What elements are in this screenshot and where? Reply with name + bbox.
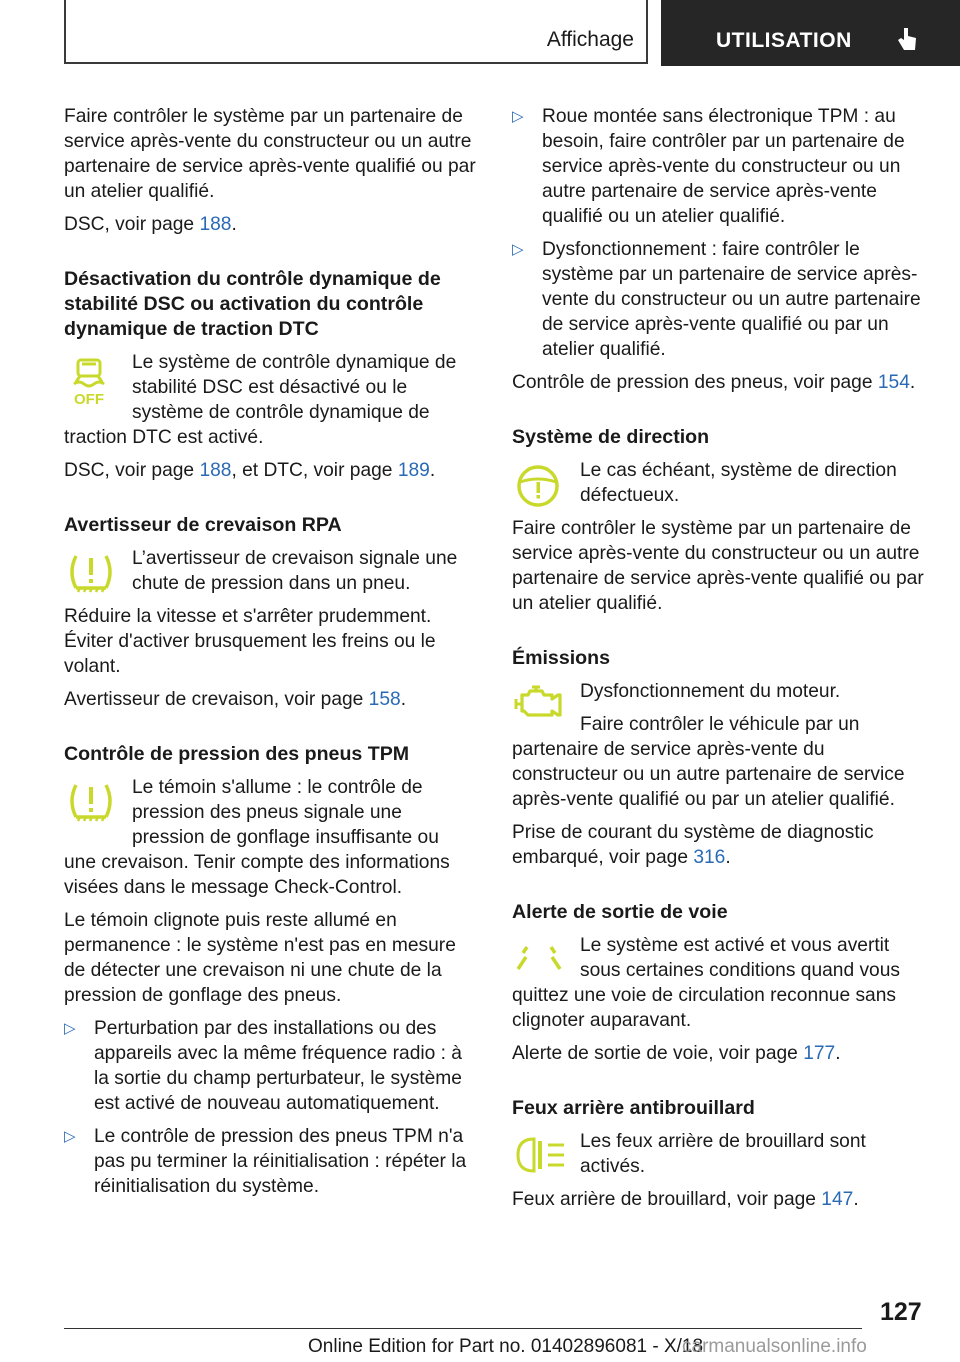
steering-warning — [512, 458, 932, 616]
steering-wheel-warning-icon — [514, 462, 564, 510]
edition-info: Online Edition for Part no. 01402896081 - X/18 — [308, 1336, 704, 1357]
dsc-warning — [64, 350, 476, 450]
heading-lane: Alerte de sortie de voie — [512, 901, 728, 923]
tpm-list-right — [512, 104, 932, 362]
list-item — [64, 1124, 476, 1199]
list-item — [512, 104, 932, 229]
heading-tpm: Contrôle de pression des pneus TPM — [64, 743, 410, 765]
engine-icon — [514, 683, 564, 723]
reference-text: , et DTC, voir page — [231, 460, 398, 481]
chapter-tab — [661, 0, 960, 66]
page-link-147[interactable]: 147 — [821, 1189, 854, 1210]
reference-text: Contrôle de pression des pneus, voir page — [512, 372, 878, 393]
reference: Alerte de sortie de voie, voir page 177. — [512, 1043, 841, 1064]
reference: DSC, voir page 188. — [64, 214, 237, 235]
list-item-text: Dysfonctionnement : faire contrôler le système par un partenaire de service après-vente du constructeur ou un autre partenaire de service après-vente qualifié ou par un atelier qualifié. — [542, 239, 921, 360]
section-title: Affichage — [546, 28, 634, 51]
chapter-tab-label: UTILISATION — [716, 29, 852, 52]
left-column — [64, 104, 476, 1207]
paragraph: Faire contrôler le système par un partenaire de service après-vente du constructeur ou un autre partenaire de service après-vente qualifié ou par un atelier qualifié. — [64, 106, 476, 202]
page-link-158[interactable]: 158 — [368, 689, 401, 710]
paragraph: Réduire la vitesse et s'arrêter prudemment. Éviter d'activer brusquement les freins ou le volant. — [64, 606, 436, 677]
paragraph: Dysfonctionnement du moteur. — [580, 681, 841, 702]
paragraph: L’avertisseur de crevaison signale une chute de pression dans un pneu. — [132, 548, 458, 594]
heading-fog: Feux arrière antibrouillard — [512, 1097, 755, 1119]
dsc-off-icon-label: OFF — [74, 391, 104, 408]
reference-text: DSC, voir page — [64, 460, 200, 481]
reference-text: Prise de courant du système de diagnostic embarqué, voir page — [512, 822, 874, 868]
lane-warning — [512, 933, 932, 1033]
paragraph: Faire contrôler le système par un partenaire de service après-vente du constructeur ou un autre partenaire de service après-vente qualifié ou par un atelier qualifié. — [512, 518, 924, 614]
list-item — [64, 1016, 476, 1116]
reference-text: Alerte de sortie de voie, voir page — [512, 1043, 804, 1064]
paragraph: Le système de contrôle dynamique de stabilité DSC est désactivé ou le système de contrôle dynamique de traction DTC est activé. — [64, 352, 457, 448]
right-column — [512, 104, 932, 1220]
paragraph: Le témoin s'allume : le contrôle de pression des pneus signale une pression de gonflage insuffisante ou une crevaison. Tenir compte des informations visées dans le message Check-Control. — [64, 777, 450, 898]
dsc-off-icon — [66, 354, 116, 408]
reference: Prise de courant du système de diagnostic embarqué, voir page 316. — [512, 822, 874, 868]
paragraph: Faire contrôler le véhicule par un partenaire de service après-vente du constructeur ou un autre partenaire de service après-vente qualifié ou par un atelier qualifié. — [512, 714, 905, 810]
page-number: 127 — [880, 1298, 922, 1326]
list-item-text: Roue montée sans électronique TPM : au besoin, faire contrôler par un partenaire de service après-vente du constructeur ou un autre partenaire de service après-vente qualifié ou un atelier qualifié. — [542, 106, 905, 227]
list-item-text: Le contrôle de pression des pneus TPM n'a pas pu terminer la réinitialisation : répéter la réinitialisation du système. — [94, 1126, 467, 1197]
paragraph: Le système est activé et vous avertit sous certaines conditions quand vous quittez une voie de circulation reconnue sans clignoter auparavant. — [512, 935, 900, 1031]
reference: Feux arrière de brouillard, voir page 147. — [512, 1189, 859, 1210]
lane-departure-icon — [514, 937, 564, 977]
reference: DSC, voir page 188, et DTC, voir page 189. — [64, 460, 436, 481]
heading-dsc: Désactivation du contrôle dynamique de stabilité DSC ou activation du contrôle dynamique de traction DTC — [64, 268, 441, 340]
paragraph: Le témoin clignote puis reste allumé en permanence : le système n'est pas en mesure de détecter une crevaison ni une chute de la pression de gonflage des pneus. — [64, 910, 456, 1006]
tire-pressure-icon — [66, 550, 116, 598]
tpm-list-left — [64, 1016, 476, 1199]
page-link-316[interactable]: 316 — [693, 847, 726, 868]
triangle-bullet-icon: ▷ — [512, 108, 524, 125]
tpm-warning — [64, 775, 476, 900]
reference-text: DSC, voir page — [64, 214, 200, 235]
heading-steering: Système de direction — [512, 426, 710, 448]
list-item-text: Perturbation par des installations ou des appareils avec la même fréquence radio : à la sortie du champ perturbateur, le système est activé de nouveau automatiquement. — [94, 1018, 462, 1114]
footer-divider — [64, 1328, 862, 1329]
watermark: carmanualsonline.info — [682, 1336, 867, 1357]
reference: Contrôle de pression des pneus, voir page 154. — [512, 372, 916, 393]
page-link-189[interactable]: 189 — [397, 460, 430, 481]
page-link-188[interactable]: 188 — [199, 460, 232, 481]
page-link-154[interactable]: 154 — [877, 372, 910, 393]
reference-text: Avertisseur de crevaison, voir page — [64, 689, 369, 710]
heading-emissions: Émissions — [512, 647, 611, 669]
heading-rpa: Avertisseur de crevaison RPA — [64, 514, 342, 536]
reference: Avertisseur de crevaison, voir page 158. — [64, 689, 407, 710]
reference-text: Feux arrière de brouillard, voir page — [512, 1189, 822, 1210]
page-link-188[interactable]: 188 — [199, 214, 232, 235]
triangle-bullet-icon: ▷ — [512, 241, 524, 258]
triangle-bullet-icon: ▷ — [64, 1128, 76, 1145]
fog-info — [512, 1129, 932, 1212]
emissions-warning — [512, 679, 932, 812]
paragraph: Les feux arrière de brouillard sont activés. — [580, 1131, 866, 1177]
rear-fog-light-icon — [514, 1133, 564, 1179]
triangle-bullet-icon: ▷ — [64, 1020, 76, 1037]
rpa-warning — [64, 546, 476, 679]
hand-pointer-icon — [895, 26, 919, 59]
tire-pressure-icon — [66, 779, 116, 827]
page-link-177[interactable]: 177 — [803, 1043, 836, 1064]
list-item — [512, 237, 932, 362]
paragraph: Le cas échéant, système de direction défectueux. — [580, 460, 897, 506]
